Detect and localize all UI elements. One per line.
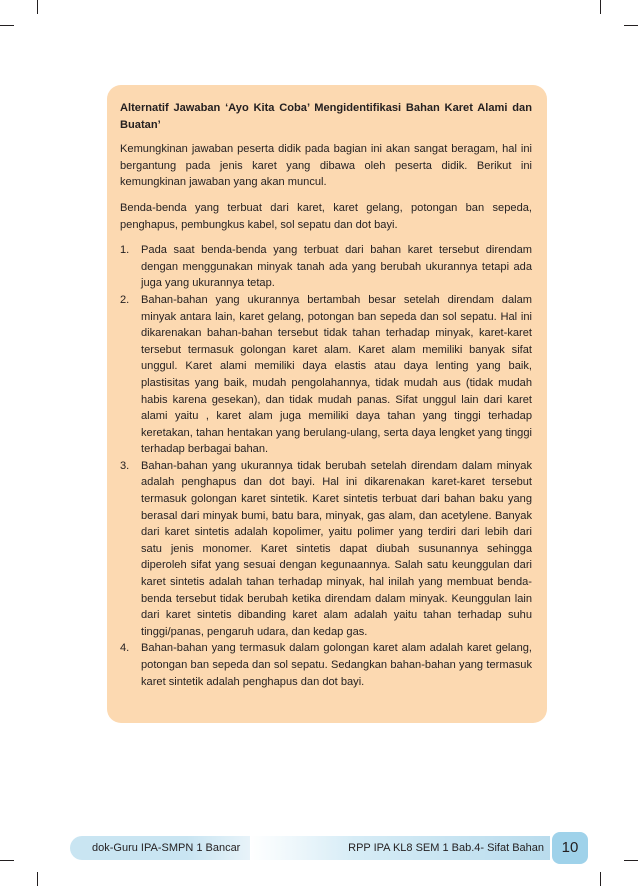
crop-mark-top-left-h [0,25,14,26]
page-number: 10 [552,832,588,864]
intro-paragraph: Kemungkinan jawaban peserta didik pada bagian ini akan sangat beragam, hal ini bergantung pada jenis karet yang dibawa oleh peserta didik. Berikut ini kemungkinan jawaban yang akan muncul. [120,143,532,189]
list-item-number: 1. [120,244,130,257]
answer-content [120,100,532,690]
crop-mark-bottom-right-h [624,860,638,861]
crop-mark-bottom-right-v [600,872,601,886]
list-item [120,458,532,641]
list-item-number: 4. [120,642,130,655]
list-item [120,640,532,690]
crop-mark-bottom-left-h [0,860,14,861]
list-item-text: Bahan-bahan yang ukurannya tidak berubah setelah direndam dalam minyak adalah penghapus dan dot bayi. Hal ini dikarenakan karet-karet tersebut termasuk golongan karet sintetik. Karet sintetis terbuat dari bahan baku yang berasal dari minyak bumi, batu bara, minyak, gas alam, dan acetylene. Banyak dari karet sintetis adalah kopolimer, yaitu polimer yang terdiri dari lebih dari satu jenis monomer. Karet sintetis dapat diubah susunannya sehingga diperoleh sifat yang sesuai dengan kegunaannya. Salah satu keunggulan dari karet sintetis adalah tahan terhadap minyak, hal inilah yang membuat benda-benda tersebut tidak berubah ketika direndam dalam minyak. Keunggulan lain dari karet sintetis dibanding karet alam adalah yaitu tahan terhadap suhu tinggi/panas, pengaruh udara, dan kedap gas. [141,459,532,638]
crop-mark-top-right-h [624,25,638,26]
section-title: Alternatif Jawaban ‘Ayo Kita Coba’ Mengidentifikasi Bahan Karet Alami dan Buatan’ [120,102,532,131]
crop-mark-top-left-v [37,0,38,14]
list-item [120,292,532,458]
list-item-text: Pada saat benda-benda yang terbuat dari bahan karet tersebut direndam dengan menggunakan minyak tanah ada yang berubah ukurannya tetapi ada juga yang ukurannya tetap. [141,244,532,290]
list-item [120,242,532,292]
crop-mark-top-right-v [600,0,601,14]
footer-document-title: RPP IPA KL8 SEM 1 Bab.4- Sifat Bahan [250,836,550,860]
list-item-text: Bahan-bahan yang ukurannya bertambah besar setelah direndam dalam minyak antara lain, karet gelang, potongan ban sepeda dan sol sepatu. Hal ini dikarenakan bahan-bahan tersebut tidak tahan terhadap minyak, karet-karet tersebut termasuk golongan karet alam. Karet alam memiliki banyak sifat unggul. Karet alami memiliki daya elastis atau daya lenting yang baik, plastisitas yang baik, mudah pengolahannya, tidak mudah aus (tidak mudah habis karena gesekan), dan tidak mudah panas. Sifat unggul lain dari karet alami yaitu , karet alam juga memiliki daya tahan yang tinggi terhadap keretakan, tahan hentakan yang berulang-ulang, serta daya lengket yang tinggi terhadap berbagai bahan. [141,293,532,456]
list-item-number: 2. [120,293,130,306]
answer-list [120,242,532,690]
list-item-number: 3. [120,459,130,472]
footer-source: dok-Guru IPA-SMPN 1 Bancar [70,836,250,860]
list-item-text: Bahan-bahan yang termasuk dalam golongan karet alam adalah karet gelang, potongan ban sepeda dan sol sepatu. Sedangkan bahan-bahan yang termasuk karet sintetik adalah penghapus dan dot bayi. [141,642,532,688]
crop-mark-bottom-left-v [37,872,38,886]
objects-paragraph: Benda-benda yang terbuat dari karet, karet gelang, potongan ban sepeda, penghapus, pembungkus kabel, sol sepatu dan dot bayi. [120,201,532,231]
